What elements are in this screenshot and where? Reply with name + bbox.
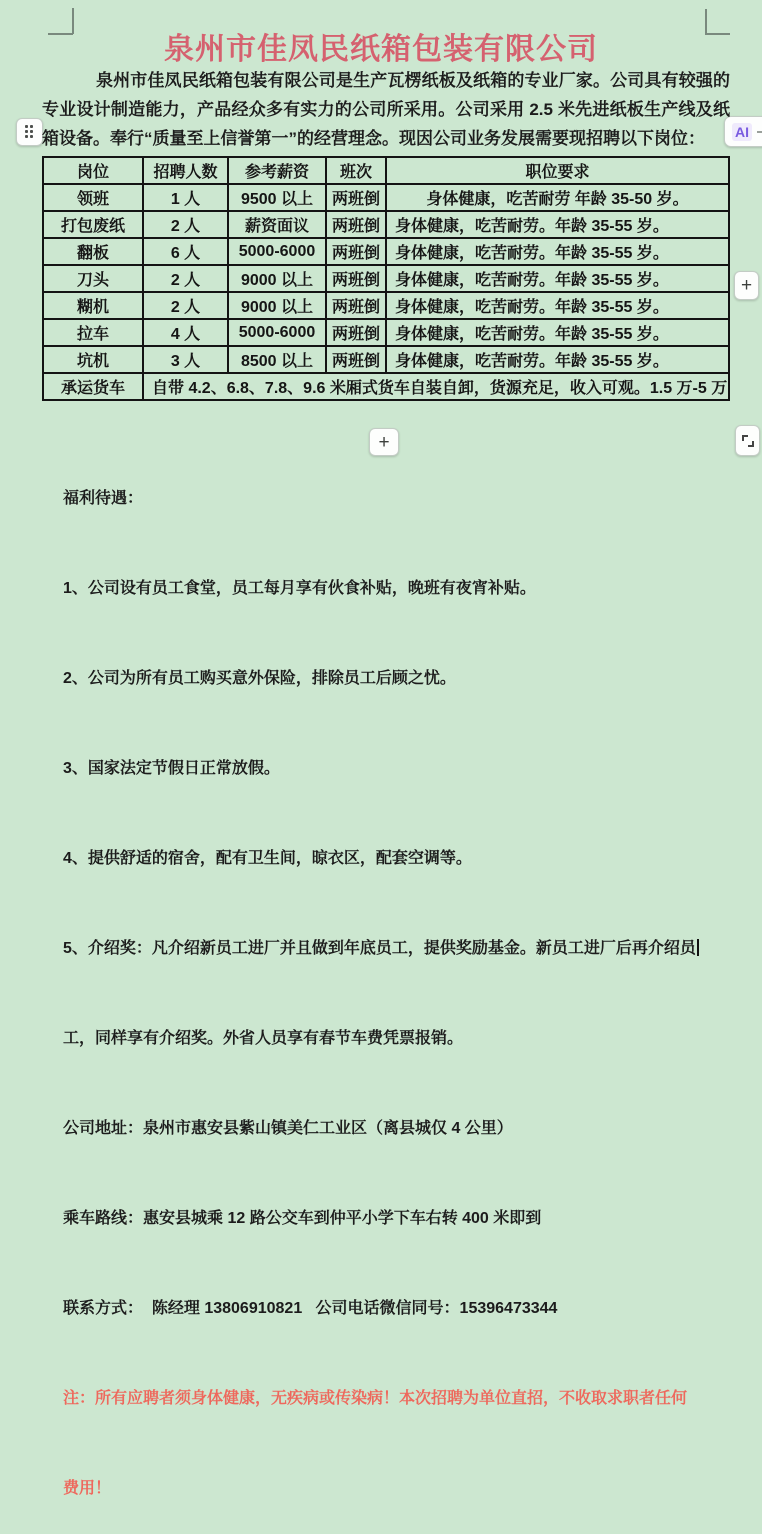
table-header-row	[43, 157, 729, 184]
cell-req: 身体健康，吃苦耐劳。年龄 35-55 岁。	[386, 346, 729, 373]
cell-req: 身体健康，吃苦耐劳。年龄 35-55 岁。	[386, 265, 729, 292]
cell-count: 1 人	[143, 184, 228, 211]
table-row	[43, 211, 729, 238]
note-text: 注：所有应聘者须身体健康，无疾病或传染病！本次招聘为单位直招，不收取求职者任何	[63, 1390, 688, 1407]
benefit-item: 4、提供舒适的宿舍，配有卫生间，晾衣区，配套空调等。	[63, 850, 472, 867]
cell-freight-desc: 自带 4.2、6.8、7.8、9.6 米厢式货车自装自卸，货源充足，收入可观。1.5 万-5 万	[143, 373, 729, 400]
cell-shift: 两班倒	[326, 184, 386, 211]
intro-paragraph	[42, 66, 730, 153]
intro-line: 专业设计制造能力，产品经众多有实力的公司所采用。公司采用 2.5 米先进纸板生产线及纸	[42, 100, 730, 119]
cell-post: 刀头	[43, 265, 143, 292]
benefit-item: 1、公司设有员工食堂，员工每月享有伙食补贴，晚班有夜宵补贴。	[63, 580, 536, 597]
cell-shift: 两班倒	[326, 292, 386, 319]
cell-post: 领班	[43, 184, 143, 211]
drag-handle-button[interactable]	[16, 118, 43, 146]
cell-salary: 9000 以上	[228, 292, 326, 319]
cell-salary: 9000 以上	[228, 265, 326, 292]
text-cursor	[697, 939, 699, 956]
benefit-item	[63, 934, 741, 964]
contact-info: 联系方式： 陈经理 13806910821 公司电话微信同号：15396473344	[63, 1300, 558, 1317]
intro-line: 箱设备。奉行“质量至上信誉第一”的经营理念。现因公司业务发展需要现招聘以下岗位：	[42, 129, 705, 148]
cell-post: 打包废纸	[43, 211, 143, 238]
cell-count: 6 人	[143, 238, 228, 265]
lower-text-block	[63, 424, 741, 1534]
cell-req: 身体健康，吃苦耐劳。年龄 35-55 岁。	[386, 238, 729, 265]
table-row	[43, 184, 729, 211]
benefit-item: 2、公司为所有员工购买意外保险，排除员工后顾之忧。	[63, 670, 456, 687]
jobs-table	[42, 156, 730, 401]
ai-dash-icon	[757, 131, 762, 133]
cell-req: 身体健康，吃苦耐劳。年龄 35-55 岁。	[386, 211, 729, 238]
header-req: 职位要求	[386, 157, 729, 184]
cell-post: 拉车	[43, 319, 143, 346]
benefits-heading: 福利待遇：	[63, 490, 144, 507]
table-freight-row	[43, 373, 729, 400]
table-row	[43, 238, 729, 265]
cell-salary: 5000-6000	[228, 319, 326, 346]
cell-shift: 两班倒	[326, 211, 386, 238]
cell-post: 翻板	[43, 238, 143, 265]
header-salary: 参考薪资	[228, 157, 326, 184]
grip-dots-icon	[25, 125, 34, 139]
plus-icon: +	[740, 275, 753, 296]
cell-salary: 5000-6000	[228, 238, 326, 265]
cell-post: 坑机	[43, 346, 143, 373]
cell-count: 2 人	[143, 292, 228, 319]
table-row	[43, 346, 729, 373]
cell-req: 身体健康，吃苦耐劳。年龄 35-55 岁。	[386, 292, 729, 319]
cell-shift: 两班倒	[326, 346, 386, 373]
cell-salary: 9500 以上	[228, 184, 326, 211]
cell-shift: 两班倒	[326, 265, 386, 292]
document-title: 泉州市佳凤民纸箱包装有限公司	[164, 33, 598, 66]
cell-shift: 两班倒	[326, 319, 386, 346]
plus-icon: +	[378, 431, 390, 453]
header-count: 招聘人数	[143, 157, 228, 184]
bus-route: 乘车路线：惠安县城乘 12 路公交车到仲平小学下车右转 400 米即到	[63, 1210, 542, 1227]
cell-req: 身体健康，吃苦耐劳。年龄 35-55 岁。	[386, 319, 729, 346]
cell-req: 身体健康，吃苦耐劳 年龄 35-50 岁。	[386, 184, 729, 211]
table-row	[43, 265, 729, 292]
cell-post: 承运货车	[43, 373, 143, 400]
header-post: 岗位	[43, 157, 143, 184]
cell-count: 2 人	[143, 211, 228, 238]
benefit-item: 工，同样享有介绍奖。外省人员享有春节车费凭票报销。	[63, 1030, 464, 1047]
cell-shift: 两班倒	[326, 238, 386, 265]
benefit-item-text: 5、介绍奖：凡介绍新员工进厂并且做到年底员工，提供奖励基金。新员工进厂后再介绍员	[63, 940, 696, 957]
insert-row-side-button[interactable]	[734, 271, 759, 300]
table-row	[43, 319, 729, 346]
ai-icon: AI	[732, 123, 752, 141]
header-shift: 班次	[326, 157, 386, 184]
table-row	[43, 292, 729, 319]
cell-salary: 薪资面议	[228, 211, 326, 238]
corner-brackets-icon	[742, 435, 754, 447]
cell-post: 糊机	[43, 292, 143, 319]
cell-count: 4 人	[143, 319, 228, 346]
company-address: 公司地址：泉州市惠安县紫山镇美仁工业区（离县城仅 4 公里）	[63, 1120, 513, 1137]
cell-count: 2 人	[143, 265, 228, 292]
cell-count: 3 人	[143, 346, 228, 373]
cell-salary: 8500 以上	[228, 346, 326, 373]
intro-line: 泉州市佳凤民纸箱包装有限公司是生产瓦楞纸板及纸箱的专业厂家。公司具有较强的	[96, 71, 730, 90]
note-text: 费用！	[63, 1480, 112, 1497]
benefit-item: 3、国家法定节假日正常放假。	[63, 760, 280, 777]
